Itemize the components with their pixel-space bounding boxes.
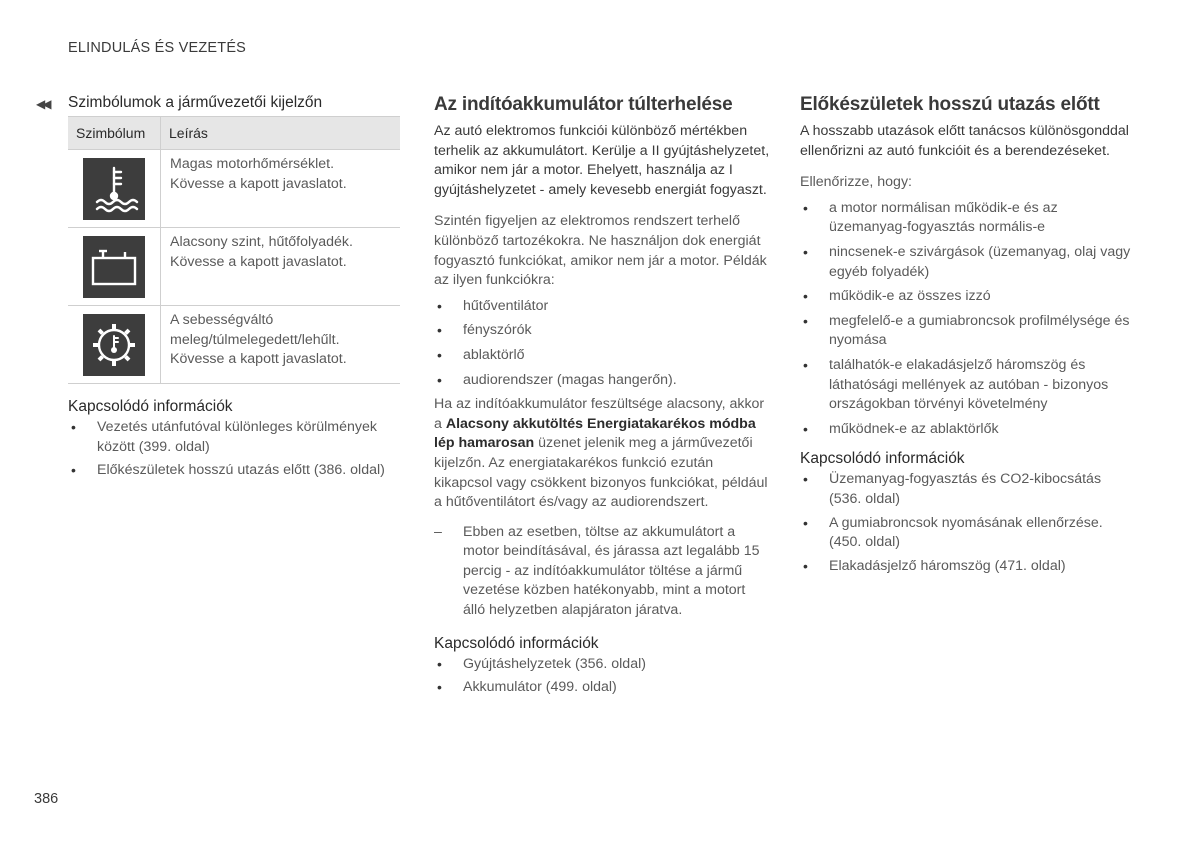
related-links: [800, 470, 1135, 576]
battery-title: Az indítóakkumulátor túlterhelése: [434, 94, 733, 115]
related-link[interactable]: • Elakadásjelző háromszög (471. oldal): [800, 557, 1135, 577]
running-header: ELINDULÁS ÉS VEZETÉS: [68, 40, 247, 56]
row-description: Magas motorhőmérséklet. Kövesse a kapott javaslatot.: [161, 150, 401, 228]
coolant-temperature-icon: [83, 158, 145, 220]
row-description: A sebességváltó meleg/túlmelegedett/lehűlt. Kövesse a kapott javaslatot.: [161, 306, 401, 384]
symbols-title: Szimbólumok a járművezetői kijelzőn: [68, 94, 323, 111]
battery-overload-column: [434, 94, 770, 702]
list-item: • megfelelő-e a gumiabroncsok profilmélysége és nyomása: [800, 312, 1135, 351]
low-battery-para: Ha az indítóakkumulátor feszültsége alacsony, akkor a Alacsony akkutöltés Energiatakarékos módba lép hamarosan üzenet jelenik meg a járművezetői kijelzőn. Az energiatakarékos funkció ezután kikapcsol vagy csökkent bizonyos funkciókat, például a hűtőventilátort és/vagy az audiorendszert.: [434, 396, 768, 511]
back-arrows-icon[interactable]: ◀◀: [36, 97, 49, 111]
related-links: [434, 655, 770, 698]
related-info-title: Kapcsolódó információk: [434, 634, 599, 652]
coolant-level-icon: [83, 236, 145, 298]
related-link[interactable]: • Gyújtáshelyzetek (356. oldal): [434, 655, 770, 675]
related-link[interactable]: • A gumiabroncsok nyomásának ellenőrzése. (450. oldal): [800, 514, 1135, 553]
table-header-symbol: Szimbólum: [68, 117, 161, 150]
related-link[interactable]: • Üzemanyag-fogyasztás és CO2-kibocsátás (536. oldal): [800, 470, 1135, 509]
related-link[interactable]: • Akkumulátor (499. oldal): [434, 678, 770, 698]
related-link[interactable]: • Előkészületek hosszú utazás előtt (386. oldal): [68, 461, 400, 481]
related-link[interactable]: • Vezetés utánfutóval különleges körülmények között (399. oldal): [68, 418, 400, 457]
long-trip-title: Előkészületek hosszú utazás előtt: [800, 94, 1100, 115]
check-list: [800, 199, 1135, 440]
table-row: [68, 306, 400, 384]
symbols-column: [68, 94, 400, 485]
row-description: Alacsony szint, hűtőfolyadék. Kövesse a kapott javaslatot.: [161, 228, 401, 306]
table-row: [68, 228, 400, 306]
list-item: • ablaktörlő: [434, 346, 770, 366]
battery-para: Szintén figyeljen az elektromos rendszert terhelő különböző tartozékokra. Ne használjon dok energiát fogyasztó funkciókat, amikor nem jár a motor. Példák az ilyen funkciókra:: [434, 213, 767, 289]
low-battery-message: Alacsony akkutöltés Energiatakarékos módba lép hamarosan: [434, 415, 756, 452]
battery-lead: Az autó elektromos funkciói különböző mértékben terhelik az akkumulátort. Kerülje a II gyújtáshelyzetet, amikor nem jár a motor. Ehelyett, használja az I gyújtáshelyzetet - amely kevesebb energiát fogyaszt.: [434, 123, 770, 198]
list-item: • működik-e az összes izzó: [800, 287, 1135, 307]
instruction-item: – Ebben az esetben, töltse az akkumulátort a motor beindításával, és járassa azt legalább 15 percig - az indítóakkumulátor töltése a jármű vezetése közben hatékonyabb, mint a motort álló helyzetben alapjáraton járatva.: [434, 523, 760, 619]
check-intro: Ellenőrizze, hogy:: [800, 174, 912, 191]
function-list: [434, 297, 770, 390]
list-item: • audiorendszer (magas hangerőn).: [434, 371, 770, 391]
long-trip-column: [800, 94, 1135, 580]
list-item: • találhatók-e elakadásjelző háromszög és láthatósági mellények az autóban - bizonyos országokban törvényi követelmény: [800, 356, 1135, 415]
list-item: • a motor normálisan működik-e és az üzemanyag-fogyasztás normális-e: [800, 199, 1135, 238]
list-item: • nincsenek-e szivárgások (üzemanyag, olaj vagy egyéb folyadék): [800, 243, 1135, 282]
long-trip-lead: A hosszabb utazások előtt tanácsos különösgonddal ellenőrizni az autó funkcióit és a berendezéseket.: [800, 123, 1129, 159]
page-number: 386: [34, 791, 59, 807]
related-info-title: Kapcsolódó információk: [68, 398, 233, 415]
table-row: [68, 150, 400, 228]
list-item: • hűtőventilátor: [434, 297, 770, 317]
related-info-title: Kapcsolódó információk: [800, 450, 965, 468]
transmission-temperature-icon: [83, 314, 145, 376]
list-item: • fényszórók: [434, 321, 770, 341]
list-item: • működnek-e az ablaktörlők: [800, 420, 1135, 440]
table-header-description: Leírás: [161, 117, 401, 150]
related-links: [68, 418, 400, 481]
symbols-table: [68, 116, 400, 384]
